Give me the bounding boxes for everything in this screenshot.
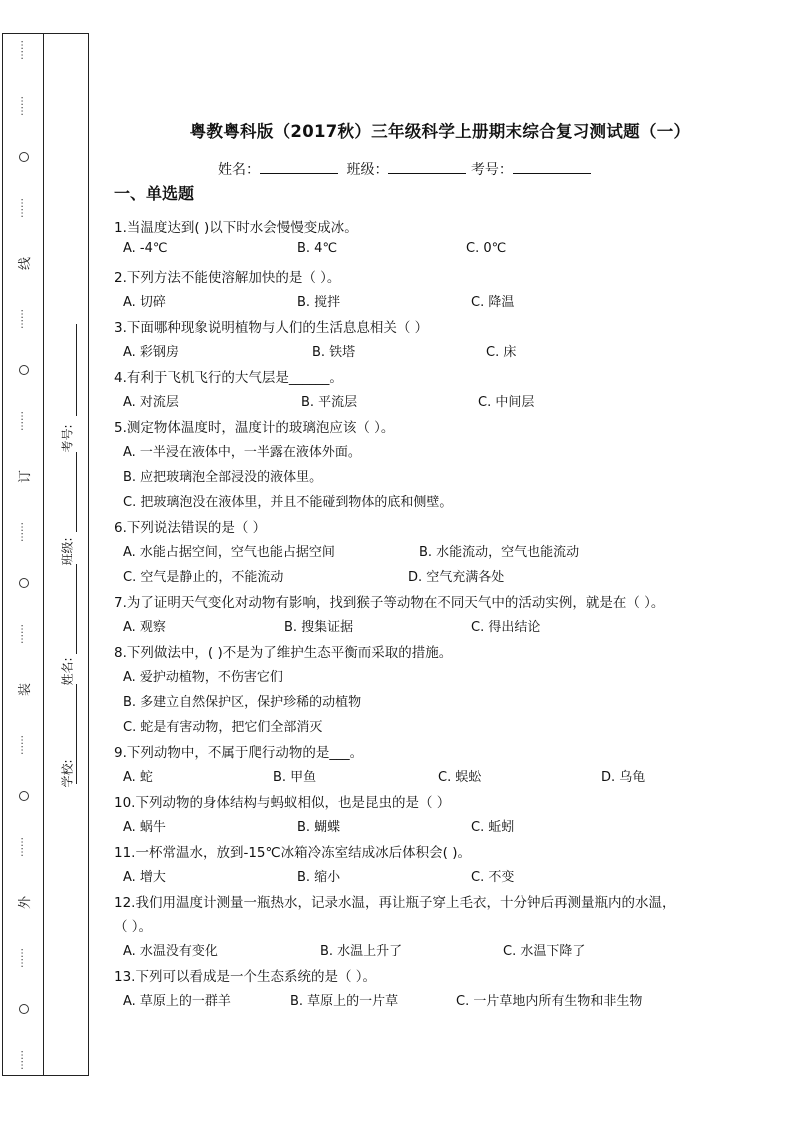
seal-dots: …… [18, 198, 30, 218]
seal-dots: …… [18, 624, 30, 644]
name-blank[interactable] [260, 161, 338, 174]
question-3: 3.下面哪种现象说明植物与人们的生活息息相关（ ） [114, 320, 429, 336]
option-2c[interactable]: C. 降温 [471, 295, 515, 310]
seal-circle-icon [19, 578, 29, 588]
seal-dots: …… [18, 948, 30, 968]
class-label: 班级： [346, 162, 389, 178]
student-info-line [218, 159, 591, 179]
seal-mark-ding: 订 [18, 469, 34, 484]
option-4c[interactable]: C. 中间层 [478, 395, 535, 410]
option-9c[interactable]: C. 蜈蚣 [438, 770, 482, 785]
name-label: 姓名： [218, 162, 260, 178]
option-10b[interactable]: B. 蝴蝶 [297, 820, 341, 835]
question-6: 6.下列说法错误的是（ ） [114, 520, 267, 536]
seal-mark-xian: 线 [18, 256, 34, 271]
exam-number-line [76, 324, 77, 416]
class-line [76, 452, 77, 532]
option-7b[interactable]: B. 搜集证据 [284, 620, 354, 635]
school-label: 学校: [60, 759, 75, 788]
option-4a[interactable]: A. 对流层 [123, 395, 179, 410]
option-12b[interactable]: B. 水温上升了 [320, 944, 403, 959]
exam-number-label: 考号： [470, 162, 513, 178]
question-1: 1.当温度达到( )以下时水会慢慢变成冰。 [114, 220, 358, 236]
option-13c[interactable]: C. 一片草地内所有生物和非生物 [456, 994, 643, 1009]
question-11: 11.一杯常温水，放到-15℃冰箱冷冻室结成冰后体积会( )。 [114, 845, 472, 861]
option-1c[interactable]: C. 0℃ [466, 241, 507, 256]
question-7: 7.为了证明天气变化对动物有影响，找到猴子等动物在不同天气中的活动实例，就是在（ ）。 [114, 595, 665, 611]
seal-circle-icon [19, 365, 29, 375]
seal-circle-icon [19, 1004, 29, 1014]
seal-line [17, 40, 34, 1070]
name-label: 姓名: [60, 657, 75, 686]
option-6c[interactable]: C. 空气是静止的，不能流动 [123, 570, 284, 585]
option-5c[interactable]: C. 把玻璃泡没在液体里，并且不能碰到物体的底和侧壁。 [123, 495, 453, 510]
question-12: 12.我们用温度计测量一瓶热水，记录水温，再让瓶子穿上毛衣，十分钟后再测量瓶内的水温， [114, 895, 676, 911]
seal-circle-icon [19, 152, 29, 162]
option-7c[interactable]: C. 得出结论 [471, 620, 541, 635]
class-blank[interactable] [388, 161, 466, 174]
question-2: 2.下列方法不能使溶解加快的是（ ）。 [114, 270, 341, 286]
option-9a[interactable]: A. 蛇 [123, 770, 153, 785]
option-11a[interactable]: A. 增大 [123, 870, 166, 885]
option-7a[interactable]: A. 观察 [123, 620, 166, 635]
option-6b[interactable]: B. 水能流动，空气也能流动 [419, 545, 580, 560]
seal-dots: …… [18, 309, 30, 329]
exam-number-label: 考号: [60, 424, 75, 453]
option-9b[interactable]: B. 甲鱼 [273, 770, 317, 785]
seal-dots: …… [18, 96, 30, 116]
option-11c[interactable]: C. 不变 [471, 870, 515, 885]
seal-dots: …… [18, 40, 30, 60]
seal-circle-icon [19, 791, 29, 801]
question-5: 5.测定物体温度时，温度计的玻璃泡应该（ ）。 [114, 420, 395, 436]
option-10a[interactable]: A. 蜗牛 [123, 820, 166, 835]
question-13: 13.下列可以看成是一个生态系统的是（ ）。 [114, 969, 377, 985]
seal-dots: …… [18, 837, 30, 857]
option-2b[interactable]: B. 搅拌 [297, 295, 341, 310]
question-4: 4.有利于飞机飞行的大气层是______。 [114, 370, 343, 386]
option-3b[interactable]: B. 铁塔 [312, 345, 356, 360]
question-8: 8.下列做法中，( )不是为了维护生态平衡而采取的措施。 [114, 645, 453, 661]
option-6d[interactable]: D. 空气充满各处 [408, 570, 505, 585]
exam-title: 粤教粤科版（2017秋）三年级科学上册期末综合复习测试题（一） [189, 122, 691, 141]
question-10: 10.下列动物的身体结构与蚂蚁相似，也是昆虫的是（ ） [114, 795, 451, 811]
seal-mark-zhuang: 装 [18, 682, 34, 697]
option-10c[interactable]: C. 蚯蚓 [471, 820, 515, 835]
section-title: 一、单选题 [114, 184, 195, 203]
school-line [76, 684, 77, 784]
option-8b[interactable]: B. 多建立自然保护区，保护珍稀的动植物 [123, 695, 362, 710]
seal-dots: …… [18, 522, 30, 542]
option-11b[interactable]: B. 缩小 [297, 870, 341, 885]
option-12c[interactable]: C. 水温下降了 [503, 944, 586, 959]
question-9: 9.下列动物中，不属于爬行动物的是___。 [114, 745, 364, 761]
option-4b[interactable]: B. 平流层 [301, 395, 358, 410]
option-6a[interactable]: A. 水能占据空间，空气也能占据空间 [123, 545, 335, 560]
option-5b[interactable]: B. 应把玻璃泡全部浸没的液体里。 [123, 470, 323, 485]
student-info-column [47, 34, 89, 1075]
option-5a[interactable]: A. 一半浸在液体中，一半露在液体外面。 [123, 445, 361, 460]
option-2a[interactable]: A. 切碎 [123, 295, 166, 310]
seal-dots: …… [18, 735, 30, 755]
seal-dots: …… [18, 411, 30, 431]
name-line [76, 564, 77, 654]
option-8c[interactable]: C. 蛇是有害动物，把它们全部消灭 [123, 720, 323, 735]
exam-number-blank[interactable] [513, 161, 591, 174]
option-9d[interactable]: D. 乌龟 [601, 770, 646, 785]
option-1b[interactable]: B. 4℃ [297, 241, 338, 256]
margin-divider [43, 34, 44, 1075]
binding-margin [2, 33, 89, 1076]
option-13b[interactable]: B. 草原上的一片草 [290, 994, 399, 1009]
class-label: 班级: [60, 537, 75, 566]
seal-mark-wai: 外 [18, 895, 34, 910]
option-3a[interactable]: A. 彩钢房 [123, 345, 179, 360]
option-12a[interactable]: A. 水温没有变化 [123, 944, 218, 959]
option-1a[interactable]: A. -4℃ [123, 241, 168, 256]
question-12-cont: （ ）。 [114, 919, 153, 935]
seal-dots: …… [18, 1050, 30, 1070]
option-13a[interactable]: A. 草原上的一群羊 [123, 994, 231, 1009]
option-3c[interactable]: C. 床 [486, 345, 517, 360]
option-8a[interactable]: A. 爱护动植物，不伤害它们 [123, 670, 283, 685]
